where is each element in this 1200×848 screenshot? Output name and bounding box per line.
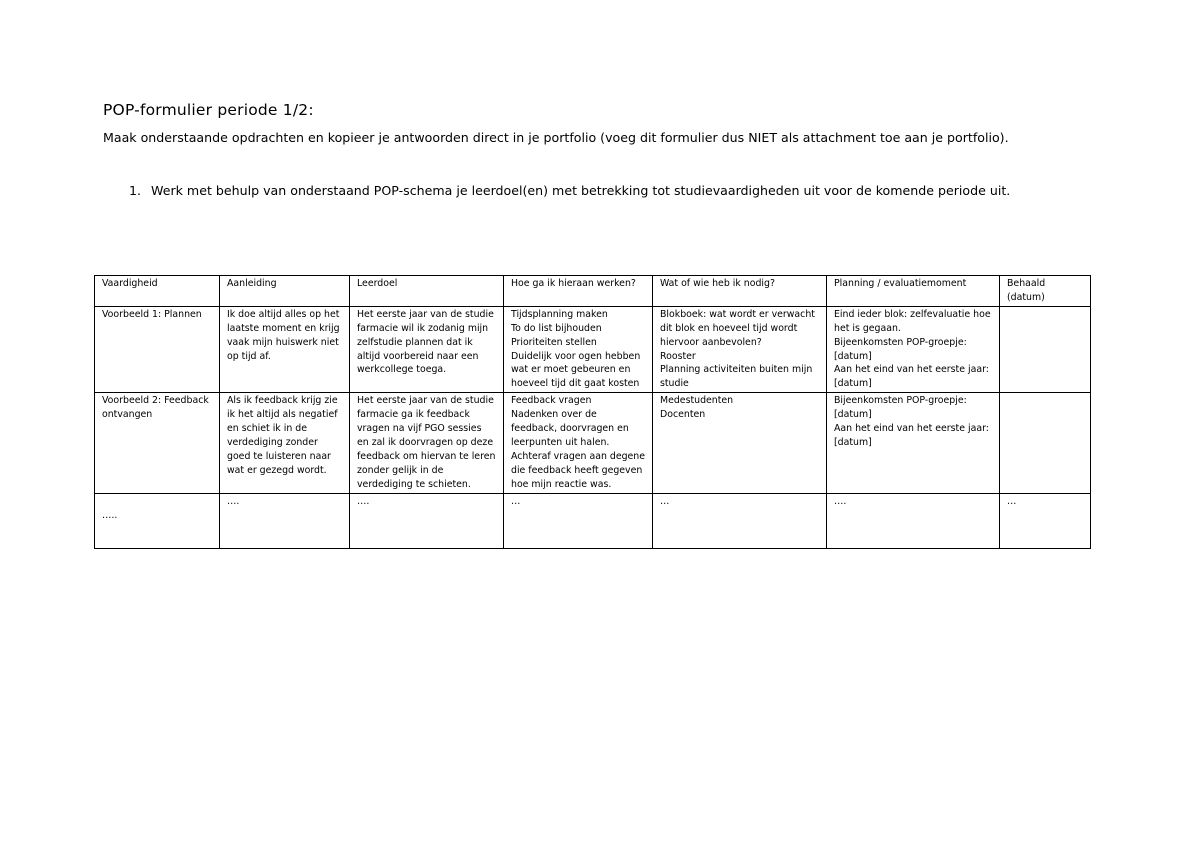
cell-line: Docenten	[660, 409, 706, 421]
cell-behaald	[1000, 306, 1091, 392]
cell-vaardigheid	[95, 493, 220, 548]
cell-wat-nodig	[653, 493, 827, 548]
cell-aanleiding: Ik doe altijd alles op het laatste moment en krijg vaak mijn huiswerk niet op tijd af.	[220, 306, 350, 392]
header-aanleiding: Aanleiding	[220, 276, 350, 307]
header-vaardigheid: Vaardigheid	[95, 276, 220, 307]
table-header-row	[95, 276, 1091, 307]
cell-wat-nodig	[653, 393, 827, 493]
cell-line: To do list bijhouden	[511, 322, 602, 334]
header-leerdoel: Leerdoel	[350, 276, 504, 307]
cell-vaardigheid: Voorbeeld 1: Plannen	[95, 306, 220, 392]
cell-line: Prioriteiten stellen	[511, 336, 597, 348]
cell-line: Duidelijk voor ogen hebben wat er moet gebeuren en hoeveel tijd dit gaat kosten	[511, 350, 641, 390]
cell-wat-nodig	[653, 306, 827, 392]
header-planning: Planning / evaluatiemoment	[827, 276, 1000, 307]
task-item-1	[129, 183, 1010, 198]
page-title: POP-formulier periode 1/2:	[103, 101, 314, 119]
header-wat-nodig: Wat of wie heb ik nodig?	[653, 276, 827, 307]
cell-aanleiding: Als ik feedback krijg zie ik het altijd als negatief en schiet ik in de verdediging zonder goed te luisteren naar wat er gezegd wordt.	[220, 393, 350, 493]
cell-line: Aan het eind van het eerste jaar: [datum]	[834, 423, 989, 448]
cell-hoe-werken	[504, 393, 653, 493]
instruction-text: Maak onderstaande opdrachten en kopieer je antwoorden direct in je portfolio (voeg dit formulier dus NIET als attachment toe aan je portfolio).	[103, 130, 1009, 145]
cell-line: Feedback vragen	[511, 395, 592, 407]
cell-leerdoel: Het eerste jaar van de studie farmacie wil ik zodanig mijn zelfstudie plannen dat ik altijd voorbereid naar een werkcollege toega.	[350, 306, 504, 392]
cell-line: …	[511, 495, 521, 507]
cell-behaald: …	[1000, 493, 1091, 548]
cell-hoe-werken	[504, 493, 653, 548]
cell-line: ….	[834, 495, 847, 507]
cell-line: Nadenken over de feedback, doorvragen en leerpunten uit halen.	[511, 409, 629, 448]
table-row	[95, 493, 1091, 548]
table-row	[95, 306, 1091, 392]
cell-vaardigheid: Voorbeeld 2: Feedback ontvangen	[95, 393, 220, 493]
table-row	[95, 393, 1091, 493]
header-behaald: Behaald (datum)	[1000, 276, 1091, 307]
cell-line: Bijeenkomsten POP-groepje: [datum]	[834, 336, 967, 362]
pop-schema-table	[94, 275, 1091, 549]
cell-line: Blokboek: wat wordt er verwacht dit blok en hoeveel tijd wordt hiervoor aanbevolen?	[660, 308, 815, 348]
cell-line: …	[660, 495, 670, 507]
task-text: Werk met behulp van onderstaand POP-schema je leerdoel(en) met betrekking tot studievaardigheden uit voor de komende periode uit.	[151, 183, 1011, 198]
cell-leerdoel: Het eerste jaar van de studie farmacie ga ik feedback vragen na vijf PGO sessies en zal ik doorvragen op deze feedback om hiervan te leren zonder gelijk in de verdediging te schieten.	[350, 393, 504, 493]
header-hoe-werken: Hoe ga ik hieraan werken?	[504, 276, 653, 307]
cell-behaald	[1000, 393, 1091, 493]
cell-aanleiding: ….	[220, 493, 350, 548]
cell-line: Rooster	[660, 350, 696, 362]
cell-line: Aan het eind van het eerste jaar: [datum]	[834, 364, 989, 390]
cell-placeholder: …..	[102, 509, 118, 521]
cell-line: Planning activiteiten buiten mijn studie	[660, 364, 813, 390]
cell-hoe-werken	[504, 306, 653, 392]
cell-planning	[827, 306, 1000, 392]
cell-line: Achteraf vragen aan degene die feedback heeft gegeven hoe mijn reactie was.	[511, 450, 646, 490]
cell-line: Medestudenten	[660, 395, 734, 407]
cell-line: Tijdsplanning maken	[511, 308, 608, 320]
cell-leerdoel: ….	[350, 493, 504, 548]
cell-line: Eind ieder blok: zelfevaluatie hoe het is gegaan.	[834, 308, 991, 334]
cell-planning	[827, 493, 1000, 548]
task-number: 1.	[129, 183, 142, 198]
cell-planning	[827, 393, 1000, 493]
cell-line: Bijeenkomsten POP-groepje: [datum]	[834, 395, 967, 421]
